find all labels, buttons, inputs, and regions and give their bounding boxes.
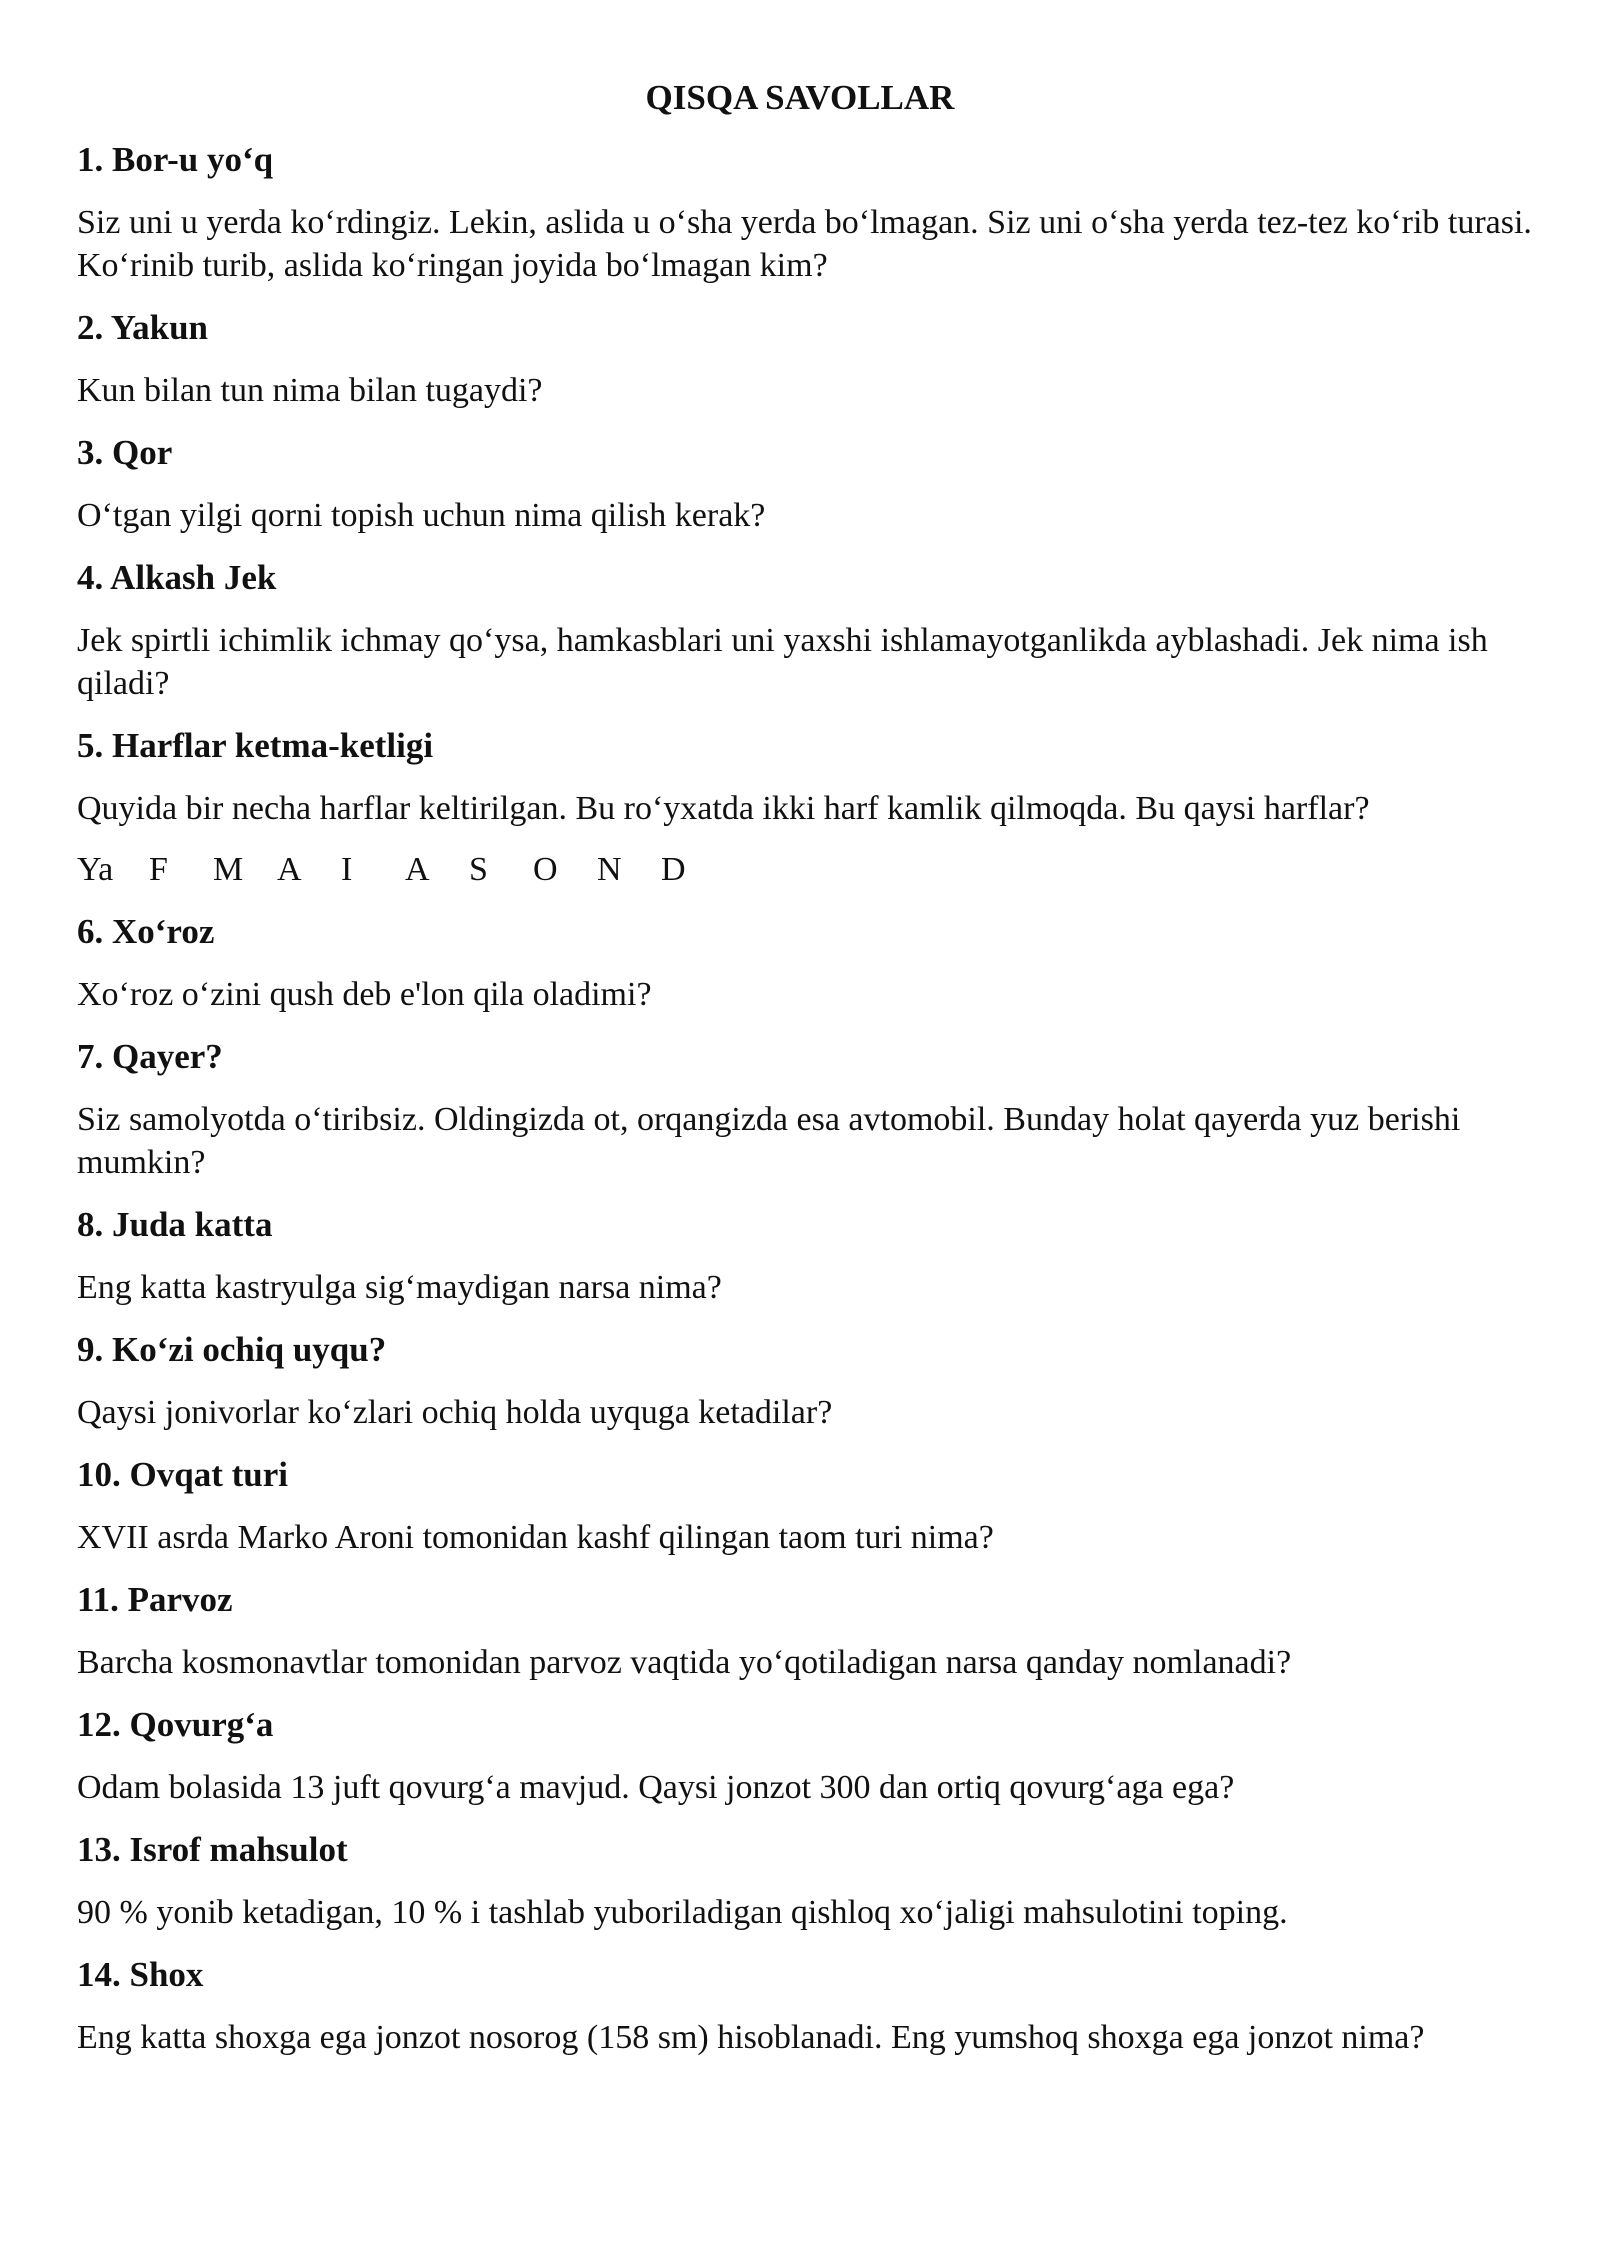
question-heading: 7. Qayer? xyxy=(77,1037,223,1076)
question-text: Eng katta shoxga ega jonzot nosorog (158 sm) hisoblanadi. Eng yumshoq shoxga ega jonzot nima? xyxy=(77,2019,1425,2056)
question-item xyxy=(77,1327,1537,1434)
question-text: Odam bolasida 13 juft qovurg‘a mavjud. Qaysi jonzot 300 dan ortiq qovurg‘aga ega? xyxy=(77,1769,1235,1806)
letter: N xyxy=(597,851,622,888)
question-text: Siz samolyotda o‘tiribsiz. Oldingizda ot, orqangizda esa avtomobil. Bunday holat qayerda yuz berishi mumkin? xyxy=(77,1101,1461,1181)
question-item xyxy=(77,137,1537,287)
question-heading: 11. Parvoz xyxy=(77,1580,233,1619)
question-heading: 10. Ovqat turi xyxy=(77,1455,288,1494)
question-heading: 2. Yakun xyxy=(77,308,208,347)
question-heading: 13. Isrof mahsulot xyxy=(77,1830,348,1869)
question-text: Quyida bir necha harflar keltirilgan. Bu ro‘yxatda ikki harf kamlik qilmoqda. Bu qaysi harflar? xyxy=(77,790,1370,827)
question-item xyxy=(77,1034,1537,1184)
question-text: XVII asrda Marko Aroni tomonidan kashf qilingan taom turi nima? xyxy=(77,1519,994,1556)
letter: I xyxy=(341,851,353,888)
question-item xyxy=(77,305,1537,412)
question-item xyxy=(77,1202,1537,1309)
question-heading: 9. Ko‘zi ochiq uyqu? xyxy=(77,1330,387,1369)
question-item xyxy=(77,909,1537,1016)
question-item xyxy=(77,430,1537,537)
question-heading: 12. Qovurg‘a xyxy=(77,1705,274,1744)
question-heading: 6. Xo‘roz xyxy=(77,912,215,951)
question-item xyxy=(77,723,1537,891)
letter: Ya xyxy=(77,851,114,888)
question-heading: 4. Alkash Jek xyxy=(77,558,277,597)
letter: M xyxy=(213,851,244,888)
question-text: Barcha kosmonavtlar tomonidan parvoz vaqtida yo‘qotiladigan narsa qanday nomlanadi? xyxy=(77,1644,1292,1681)
question-item xyxy=(77,1577,1537,1684)
question-heading: 8. Juda katta xyxy=(77,1205,273,1244)
question-item xyxy=(77,555,1537,705)
question-text: Kun bilan tun nima bilan tugaydi? xyxy=(77,372,543,409)
question-item xyxy=(77,1452,1537,1559)
question-text: Xo‘roz o‘zini qush deb e'lon qila oladimi? xyxy=(77,976,652,1013)
question-heading: 14. Shox xyxy=(77,1955,204,1994)
letter-sequence xyxy=(77,848,1537,891)
question-heading: 3. Qor xyxy=(77,433,173,472)
letter: F xyxy=(149,851,168,888)
letter: A xyxy=(277,851,302,888)
question-text: 90 % yonib ketadigan, 10 % i tashlab yuboriladigan qishloq xo‘jaligi mahsulotini toping. xyxy=(77,1894,1288,1931)
question-text: Siz uni u yerda ko‘rdingiz. Lekin, aslida u o‘sha yerda bo‘lmagan. Siz uni o‘sha yerda tez-tez ko‘rib turasi. Ko‘rinib turib, aslida ko‘ringan joyida bo‘lmagan kim? xyxy=(77,204,1532,284)
letter: S xyxy=(469,851,488,888)
question-item xyxy=(77,1702,1537,1809)
question-text: Jek spirtli ichimlik ichmay qo‘ysa, hamkasblari uni yaxshi ishlamayotganlikda ayblashadi. Jek nima ish qiladi? xyxy=(77,622,1488,702)
question-heading: 5. Harflar ketma-ketligi xyxy=(77,726,434,765)
questions-list xyxy=(77,137,1537,2077)
question-item xyxy=(77,1952,1537,2059)
document-title: QISQA SAVOLLAR xyxy=(645,78,955,117)
question-heading: 1. Bor-u yo‘q xyxy=(77,140,274,179)
question-text: O‘tgan yilgi qorni topish uchun nima qilish kerak? xyxy=(77,497,766,534)
question-text: Qaysi jonivorlar ko‘zlari ochiq holda uyquga ketadilar? xyxy=(77,1394,833,1431)
question-text: Eng katta kastryulga sig‘maydigan narsa nima? xyxy=(77,1269,722,1306)
letter: O xyxy=(533,851,558,888)
letter: A xyxy=(405,851,430,888)
letter: D xyxy=(661,851,686,888)
question-item xyxy=(77,1827,1537,1934)
